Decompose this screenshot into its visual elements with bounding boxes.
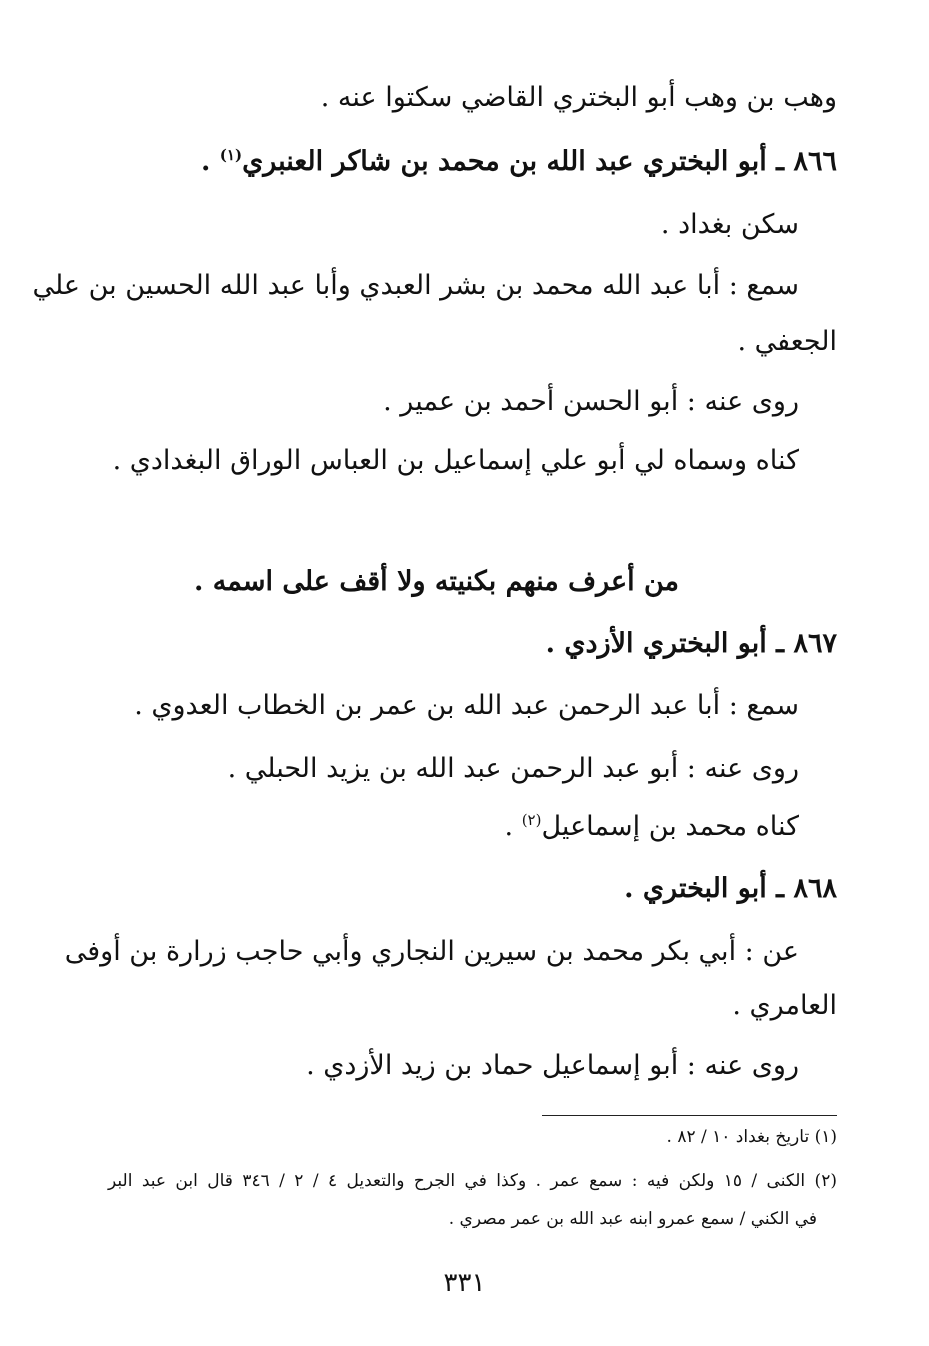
- section-heading: من أعرف منهم بكنيته ولا أقف على اسمه .: [193, 566, 679, 597]
- text-line: سمع : أبا عبد الرحمن عبد الله بن عمر بن الخطاب العدوي .: [134, 690, 799, 721]
- text-line: روى عنه : أبو الحسن أحمد بن عمير .: [383, 386, 799, 417]
- text-line: [505, 807, 799, 847]
- text-run: كناه محمد بن إسماعيل: [541, 811, 799, 842]
- text-line: كناه وسماه لي أبو علي إسماعيل بن العباس الوراق البغدادي .: [112, 445, 799, 476]
- footnote-ref-2: (٢): [521, 811, 542, 829]
- text-run-end: .: [504, 811, 522, 842]
- entry-heading-868: ٨٦٨ ـ أبو البختري .: [624, 873, 837, 904]
- text-line: العامري .: [732, 990, 837, 1021]
- footnote-2-continuation: في الكني / سمع عمرو ابنه عبد الله بن عمر مصري .: [448, 1209, 817, 1229]
- text-line: سكن بغداد .: [660, 209, 799, 240]
- footnote-2: (٢) الكنى / ١٥ ولكن فيه : سمع عمر . وكذا في الجرح والتعديل ٤ / ٢ / ٣٤٦ قال ابن عبد البر: [108, 1171, 837, 1191]
- text-line: عن : أبي بكر محمد بن سيرين النجاري وأبي حاجب زرارة بن أوفى: [64, 936, 799, 967]
- entry-heading-867: ٨٦٧ ـ أبو البختري الأزدي .: [545, 628, 837, 659]
- entry-title-end: .: [200, 146, 220, 177]
- entry-heading-866: [201, 142, 837, 182]
- text-line: روى عنه : أبو إسماعيل حماد بن زيد الأزدي .: [306, 1050, 799, 1081]
- text-line: الجعفي .: [737, 326, 837, 357]
- text-line: روى عنه : أبو عبد الرحمن عبد الله بن يزيد الحبلي .: [227, 753, 799, 784]
- footnote-1: (١) تاريخ بغداد ١٠ / ٨٢ .: [666, 1127, 837, 1147]
- page-number: ٣٣١: [443, 1268, 486, 1298]
- footnote-divider: [542, 1115, 837, 1116]
- text-line: وهب بن وهب أبو البختري القاضي سكتوا عنه .: [320, 82, 837, 113]
- text-line: سمع : أبا عبد الله محمد بن بشر العبدي وأبا عبد الله الحسين بن علي: [32, 270, 799, 301]
- footnote-ref-1: (١): [219, 146, 243, 164]
- entry-title: ٨٦٦ ـ أبو البختري عبد الله بن محمد بن شاكر العنبري: [242, 146, 837, 177]
